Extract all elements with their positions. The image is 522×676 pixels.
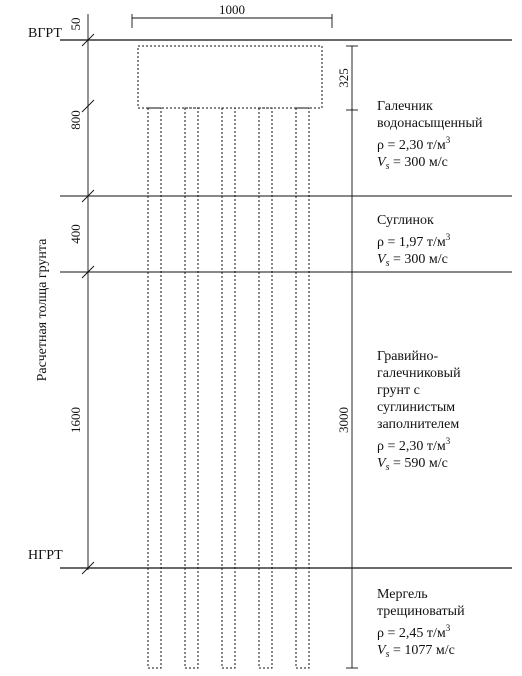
- dim-pile-length: 3000: [336, 407, 351, 433]
- pile-5: [296, 108, 309, 668]
- soil-density: ρ = 2,30 $т/м^3$: [377, 436, 451, 454]
- soil-velocity: $V_s = 590$ м/с: [377, 456, 448, 473]
- soil-name-line: заполнителем: [377, 417, 460, 432]
- soil-name-line: Мергель: [377, 587, 428, 602]
- dim-cap-height: 325: [336, 68, 351, 88]
- soil-density: ρ = 2,45 $т/м^3$: [377, 623, 451, 641]
- soil-name-line: Галечник: [377, 99, 433, 114]
- soil-name-line: грунт с: [377, 383, 420, 398]
- soil-velocity: $V_s = 300$ м/с: [377, 155, 448, 172]
- soil-layer-marl: [377, 586, 465, 663]
- dim-layer2: 400: [68, 224, 83, 244]
- soil-layer-loam: [377, 212, 450, 272]
- pile-cap: [138, 46, 322, 108]
- soil-name-line: водонасыщенный: [377, 116, 483, 131]
- soil-name-line: галечниковый: [377, 366, 461, 381]
- soil-velocity: $V_s = 1077$ м/с: [377, 643, 455, 660]
- soil-name-line: Гравийно-: [377, 349, 439, 364]
- pile-1: [148, 108, 161, 668]
- soil-density: ρ = 2,30 $т/м^3$: [377, 135, 451, 153]
- soil-layer-gravel-pebble: [377, 348, 461, 476]
- vgrt-label: ВГРТ: [28, 26, 62, 41]
- dim-layer3: 1600: [68, 407, 83, 433]
- soil-name-line: Суглинок: [377, 213, 434, 228]
- soil-velocity: $V_s = 300$ м/с: [377, 252, 448, 269]
- soil-layer-gravel: [377, 98, 482, 175]
- dim-width-top: 1000: [219, 2, 245, 17]
- pile-3: [222, 108, 235, 668]
- dim-offset-top: 50: [68, 17, 83, 31]
- soil-name-line: суглинистым: [377, 400, 456, 415]
- pile-2: [185, 108, 198, 668]
- vertical-label: Расчетная толща грунта: [35, 238, 50, 382]
- soil-name-line: трещиноватый: [377, 604, 465, 619]
- soil-density: ρ = 1,97 $т/м^3$: [377, 232, 451, 250]
- pile-4: [259, 108, 272, 668]
- ngrt-label: НГРТ: [28, 548, 63, 563]
- dim-layer1: 800: [68, 110, 83, 130]
